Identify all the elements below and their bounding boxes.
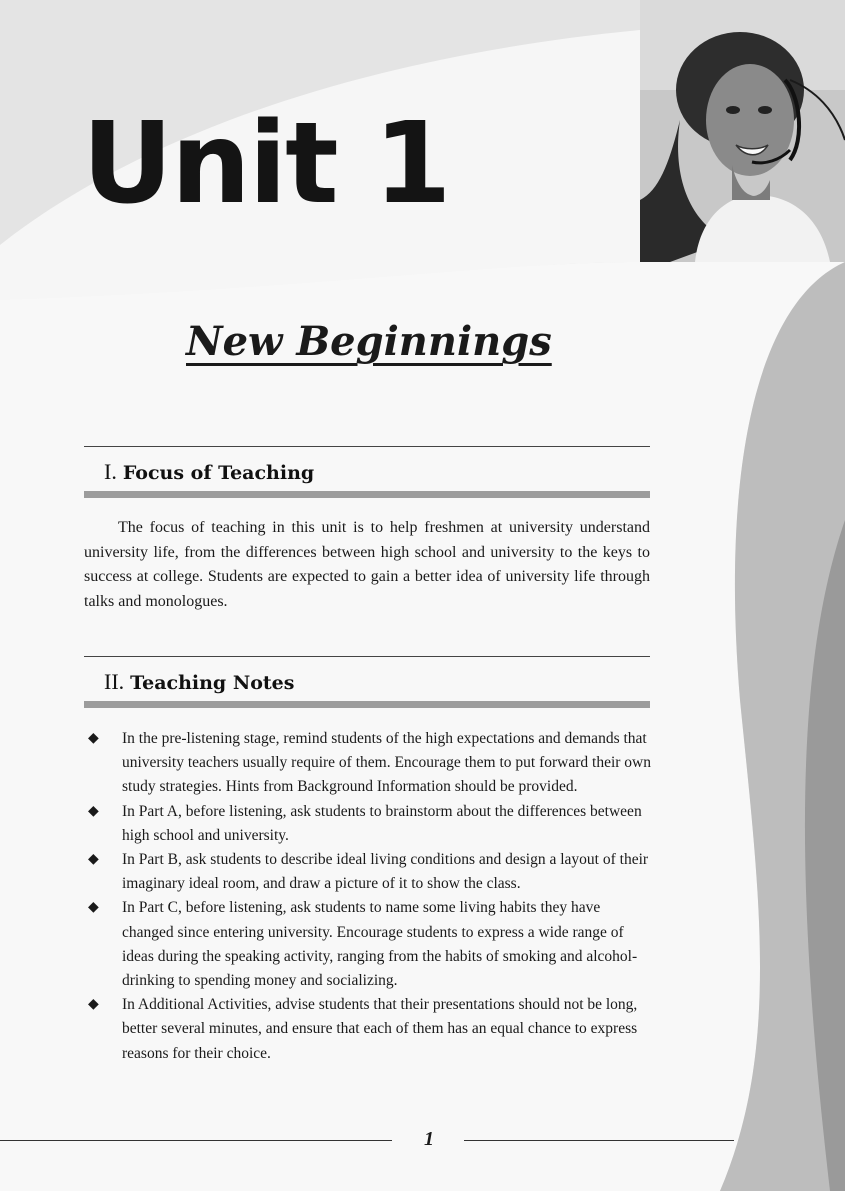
diamond-bullet-icon: ◆ <box>88 803 99 819</box>
section-numeral: I. <box>104 459 117 484</box>
list-item <box>84 848 654 896</box>
section-focus-heading <box>84 446 650 498</box>
section-heading-text <box>104 669 650 695</box>
list-item-text: In Part B, ask students to describe ideal living conditions and design a layout of their imaginary ideal room, and draw a picture of it to show the class. <box>122 851 649 893</box>
footer-line-left <box>0 1140 392 1141</box>
list-item-text: In Part C, before listening, ask students to name some living habits they have changed since entering university. Encourage students to express a wide range of ideas during the speaking activity, ranging from the habits of smoking and alcohol-drinking to spending money and socializing. <box>122 899 638 990</box>
section-title: Focus of Teaching <box>122 462 315 484</box>
diamond-bullet-icon: ◆ <box>88 997 99 1013</box>
section-bar <box>84 701 650 708</box>
footer-line-right <box>464 1140 734 1141</box>
diamond-bullet-icon: ◆ <box>88 731 99 746</box>
section-divider <box>84 446 650 447</box>
diamond-bullet-icon: ◆ <box>88 852 99 868</box>
focus-paragraph: The focus of teaching in this unit is to help freshmen at university understand university life, from the differences between high school and university to the keys to success at college. Students are expected to gain a better idea of university life through talks and monologues. <box>84 519 650 610</box>
list-item-text: In the pre-listening stage, remind students of the high expectations and demands that university teachers usually require of them. Encourage them to put forward their own study strategies. Hints from Background Information should be provided. <box>122 730 651 796</box>
section-divider <box>84 656 650 657</box>
section-heading-text <box>104 459 650 485</box>
student-photo <box>640 0 845 262</box>
list-item-text: In Additional Activities, advise students that their presentations should not be long, better several minutes, and ensure that each of them has an equal chance to express reasons for their choice. <box>122 996 638 1062</box>
list-item <box>84 727 654 800</box>
page-number: 1 <box>424 1128 434 1150</box>
unit-title: Unit 1 <box>82 99 450 229</box>
diamond-bullet-icon: ◆ <box>88 900 99 916</box>
list-item <box>84 800 654 848</box>
list-item <box>84 896 654 993</box>
section-bar <box>84 491 650 498</box>
list-item <box>84 993 654 1066</box>
list-item-text: In Part A, before listening, ask students to brainstorm about the differences between high school and university. <box>122 802 642 844</box>
section-numeral: II. <box>104 669 125 694</box>
section-title: Teaching Notes <box>130 672 295 694</box>
section-notes-heading <box>84 656 650 708</box>
unit-subtitle: New Beginnings <box>186 318 552 365</box>
teaching-notes-list <box>84 727 654 1066</box>
